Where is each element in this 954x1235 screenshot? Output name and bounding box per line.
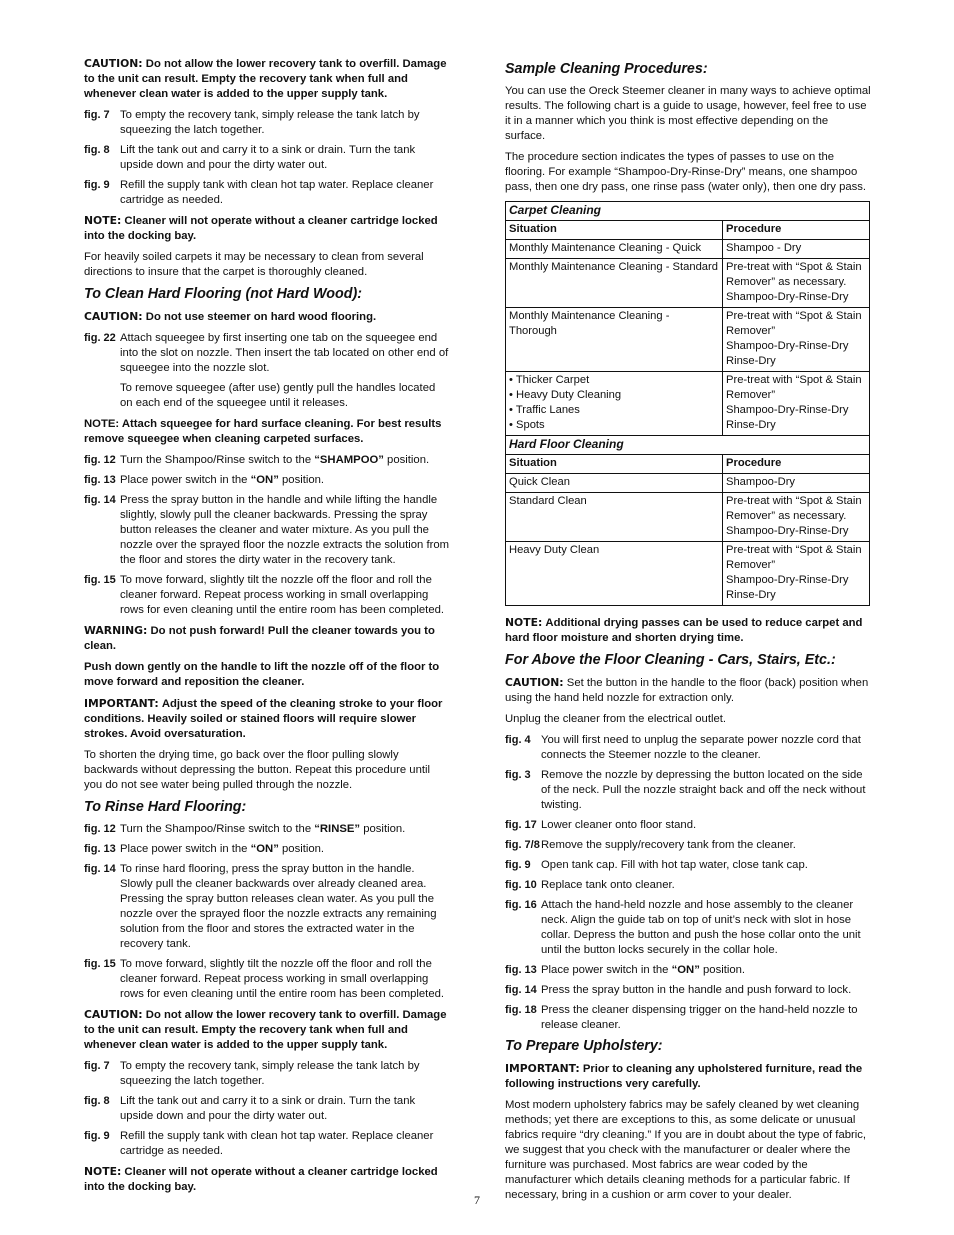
cell-line: Shampoo-Dry-Rinse-Dry: [726, 574, 849, 586]
step-emphasis: “SHAMPOO”: [314, 454, 384, 466]
step-body: Attach squeegee by first inserting one tab on the squeegee end into the slot on nozzle. Then insert the tab located on other end of squeegee into the nozzle slot.: [120, 332, 449, 374]
table-section-row: [506, 202, 870, 221]
step-text: [541, 1003, 871, 1033]
paragraph: [505, 84, 871, 144]
table-header-cell: Procedure: [723, 221, 870, 240]
callout-paragraph: [84, 213, 450, 244]
figure-ref: fig. 8: [84, 1095, 110, 1107]
table-header-cell: Situation: [506, 221, 723, 240]
table-cell: [506, 240, 723, 259]
figure-ref: fig. 13: [84, 843, 116, 855]
step-text: [120, 1129, 450, 1159]
cell-line: Rinse-Dry: [726, 355, 776, 367]
table-section-row: [506, 436, 870, 455]
callout-paragraph: [84, 1164, 450, 1195]
step-body: Lift the tank out and carry it to a sink or drain. Turn the tank upside down and pour the dirty water out.: [120, 144, 416, 171]
body-text: Unplug the cleaner from the electrical outlet.: [505, 713, 727, 725]
table-cell: [506, 474, 723, 493]
figure-step: [84, 822, 450, 837]
step-text: [120, 842, 450, 857]
step-text: [120, 1059, 450, 1089]
cell-line: • Traffic Lanes: [509, 404, 580, 416]
callout-paragraph: [84, 623, 450, 654]
figure-step: [505, 858, 871, 873]
step-body: Refill the supply tank with clean hot tap water. Replace cleaner cartridge as needed.: [120, 179, 434, 206]
callout-label: CAUTION:: [505, 676, 564, 689]
figure-ref: fig. 17: [505, 819, 537, 831]
figure-step: [84, 862, 450, 952]
body-text: The procedure section indicates the types of passes to use on the flooring. For example “Shampoo-Dry-Rinse-Dry” means, one shampoo pass, then one dry pass, one rinse pass (water only), then one dry pass.: [505, 151, 867, 193]
cell-line: Pre-treat with “Spot & Stain Remover”: [726, 310, 862, 337]
bold-text: Do not push forward! Pull the cleaner towards you to clean.: [84, 625, 435, 652]
callout-label: CAUTION:: [84, 57, 143, 70]
table-cell: [723, 372, 870, 436]
body-text: To remove squeegee (after use) gently pull the handles located on each end of the squeegee until it releases.: [120, 382, 436, 409]
step-body: Remove the nozzle by depressing the button located on the side of the neck. Pull the nozzle straight back and off the neck without twisting.: [541, 769, 866, 811]
bold-text: Push down gently on the handle to lift the nozzle off of the floor to move forward and reposition the cleaner.: [84, 661, 440, 688]
cell-line: Shampoo-Dry: [726, 476, 796, 488]
section-heading: For Above the Floor Cleaning - Cars, Stairs, Etc.:: [505, 652, 836, 668]
figure-step: [505, 838, 871, 853]
figure-step: [505, 963, 871, 978]
step-text: [541, 838, 871, 853]
step-text: [120, 862, 450, 952]
step-text: [541, 768, 871, 813]
body-text: You can use the Oreck Steemer cleaner in many ways to achieve optimal results. The following chart is a guide to usage, however, feel free to use it in a manner which you think is most effective depending on the surface.: [505, 85, 871, 142]
step-body: Place power switch in the: [541, 964, 672, 976]
step-body: To move forward, slightly tilt the nozzle off the floor and roll the cleaner forward. Repeat process working in small overlapping rows for even cleaning until the entire room has been completed.: [120, 958, 445, 1000]
figure-step: [84, 331, 450, 376]
section-heading: To Rinse Hard Flooring:: [84, 799, 247, 815]
figure-ref: fig. 22: [84, 332, 116, 344]
body-text: Set the button in the handle to the floor (back) position when using the hand held nozzle for extraction only.: [505, 677, 869, 704]
section-heading: To Clean Hard Flooring (not Hard Wood):: [84, 286, 362, 302]
callout-label: CAUTION:: [84, 310, 143, 323]
step-body: To rinse hard flooring, press the spray button in the handle. Slowly pull the cleaner backwards over already cleaned area. Pressing the spray button releases clean water. As you pull the nozzle over the sprayed floor the nozzle extracts any remaining solution from the floor and stores the extracted water in the recovery tank.: [120, 863, 437, 950]
section-heading: Sample Cleaning Procedures:: [505, 61, 708, 77]
step-text: [120, 573, 450, 618]
callout-label: NOTE:: [84, 214, 122, 227]
cell-line: Shampoo-Dry-Rinse-Dry: [726, 525, 849, 537]
paragraph: [505, 150, 871, 195]
callout-paragraph: [84, 56, 450, 102]
callout-paragraph: [505, 675, 871, 706]
cell-line: Monthly Maintenance Cleaning - Quick: [509, 242, 702, 254]
callout-label: WARNING:: [84, 624, 148, 637]
figure-ref: fig. 14: [84, 494, 116, 506]
cell-line: Monthly Maintenance Cleaning - Standard: [509, 261, 718, 273]
figure-ref: fig. 7/8: [505, 839, 540, 851]
table-cell: [723, 308, 870, 372]
step-emphasis: “ON”: [250, 843, 279, 855]
bold-text: Do not use steemer on hard wood flooring.: [145, 311, 377, 323]
figure-step: [505, 818, 871, 833]
step-body: To move forward, slightly tilt the nozzle off the floor and roll the cleaner forward. Repeat process working in small overlapping rows for even cleaning until the entire room has been completed.: [120, 574, 445, 616]
step-body: Remove the supply/recovery tank from the cleaner.: [541, 839, 796, 851]
paragraph: [120, 381, 450, 411]
step-body: Open tank cap. Fill with hot tap water, close tank cap.: [541, 859, 808, 871]
figure-ref: fig. 14: [84, 863, 116, 875]
table-row: [506, 542, 870, 606]
bold-text: Cleaner will not operate without a cleaner cartridge locked into the docking bay.: [84, 215, 438, 242]
step-tail: position.: [278, 843, 325, 855]
step-text: [541, 898, 871, 958]
cell-line: Pre-treat with “Spot & Stain Remover” as necessary.: [726, 495, 862, 522]
figure-step: [505, 983, 871, 998]
figure-step: [505, 768, 871, 813]
figure-ref: fig. 9: [505, 859, 531, 871]
step-body: Lower cleaner onto floor stand.: [541, 819, 697, 831]
step-text: [120, 178, 450, 208]
figure-ref: fig. 8: [84, 144, 110, 156]
step-body: Press the spray button in the handle and while lifting the handle slightly, slowly pull the cleaner backwards. Pressing the spray button releases the cleaner and water mixture. As you pull the nozzle over the sprayed floor the nozzle extracts the solution from the floor and stores the dirty water in the recovery tank.: [120, 494, 450, 566]
bold-text: Cleaner will not operate without a cleaner cartridge locked into the docking bay.: [84, 1166, 438, 1193]
cell-line: Pre-treat with “Spot & Stain Remover”: [726, 374, 862, 401]
figure-ref: fig. 12: [84, 823, 116, 835]
body-text: For heavily soiled carpets it may be necessary to clean from several directions to insure that the carpet is thoroughly cleaned.: [84, 251, 424, 278]
right-intro: [505, 61, 871, 195]
table-cell: [506, 542, 723, 606]
figure-ref: fig. 15: [84, 574, 116, 586]
cell-line: • Thicker Carpet: [509, 374, 590, 386]
procedure-table: [505, 201, 870, 606]
figure-step: [84, 573, 450, 618]
table-cell: [723, 259, 870, 308]
body-text: To shorten the drying time, go back over the floor pulling slowly backwards without depressing the button. Repeat this procedure until you do not see water being pulled through the nozzle.: [84, 749, 431, 791]
table-cell: [723, 493, 870, 542]
step-body: Attach the hand-held nozzle and hose assembly to the cleaner neck. Align the guide tab on top of unit’s neck with slot in hose collar. Depress the button and push the hose collar onto the unit until the button locks securely in the collar hole.: [541, 899, 861, 956]
step-tail: position.: [699, 964, 746, 976]
table-row: [506, 240, 870, 259]
step-emphasis: “RINSE”: [314, 823, 361, 835]
cell-line: Rinse-Dry: [726, 419, 776, 431]
cell-line: Rinse-Dry: [726, 589, 776, 601]
cell-line: Heavy Duty Clean: [509, 544, 600, 556]
table-row: [506, 493, 870, 542]
step-text: [120, 473, 450, 488]
callout-paragraph: [505, 615, 871, 646]
callout-paragraph: [505, 1061, 871, 1092]
figure-ref: fig. 13: [84, 474, 116, 486]
figure-ref: fig. 16: [505, 899, 537, 911]
figure-step: [84, 493, 450, 568]
paragraph: [505, 712, 871, 727]
table-cell: [723, 474, 870, 493]
step-body: Press the spray button in the handle and push forward to lock.: [541, 984, 852, 996]
step-text: [120, 331, 450, 376]
table-header-cell: Situation: [506, 455, 723, 474]
cell-line: • Heavy Duty Cleaning: [509, 389, 622, 401]
table-cell: [506, 308, 723, 372]
cell-line: Shampoo - Dry: [726, 242, 802, 254]
figure-step: [84, 108, 450, 138]
figure-ref: fig. 10: [505, 879, 537, 891]
bold-text: Prior to cleaning any upholstered furniture, read the following instructions very carefully.: [505, 1063, 863, 1090]
callout-label: IMPORTANT:: [84, 697, 159, 710]
figure-step: [84, 143, 450, 173]
page-number: 7: [474, 1193, 480, 1207]
paragraph: [84, 748, 450, 793]
table-section-title: Carpet Cleaning: [506, 202, 870, 221]
cell-line: Standard Clean: [509, 495, 587, 507]
figure-ref: fig. 18: [505, 1004, 537, 1016]
left-column: [84, 56, 450, 1201]
table-row: [506, 259, 870, 308]
step-body: Place power switch in the: [120, 474, 251, 486]
figure-step: [84, 178, 450, 208]
figure-ref: fig. 14: [505, 984, 537, 996]
step-body: Replace tank onto cleaner.: [541, 879, 675, 891]
step-tail: position.: [383, 454, 430, 466]
figure-step: [84, 1059, 450, 1089]
step-tail: position.: [360, 823, 406, 835]
step-text: [541, 818, 871, 833]
step-text: [541, 983, 871, 998]
figure-step: [505, 878, 871, 893]
table-cell: [506, 372, 723, 436]
cell-line: Pre-treat with “Spot & Stain Remover” as necessary.: [726, 261, 862, 288]
paragraph: [84, 660, 450, 690]
table-cell: [723, 542, 870, 606]
table-row: [506, 308, 870, 372]
step-text: [120, 453, 450, 468]
callout-label: IMPORTANT:: [505, 1062, 580, 1075]
step-text: [541, 733, 871, 763]
paragraph: [84, 250, 450, 280]
bold-text: NOTE: Attach squeegee for hard surface cleaning. For best results remove squeegee when cleaning carpeted surfaces.: [84, 418, 442, 445]
callout-label: NOTE:: [505, 616, 543, 629]
figure-ref: fig. 15: [84, 958, 116, 970]
right-instructions: [505, 615, 871, 1203]
paragraph: [505, 1098, 871, 1203]
cell-line: • Spots: [509, 419, 545, 431]
callout-label: CAUTION:: [84, 1008, 143, 1021]
step-body: To empty the recovery tank, simply release the tank latch by squeezing the latch together.: [120, 1060, 420, 1087]
callout-paragraph: [84, 1007, 450, 1053]
bold-text: Adjust the speed of the cleaning stroke to your floor conditions. Heavily soiled or stained floors will require slower strokes. Avoid oversaturation.: [84, 698, 443, 740]
step-text: [541, 963, 871, 978]
bold-text: Do not allow the lower recovery tank to overfill. Damage to the unit can result. Empty the recovery tank when full and whenever clean water is added to the upper supply tank.: [84, 1009, 447, 1051]
body-text: Most modern upholstery fabrics may be safely cleaned by wet cleaning methods; yet there are exceptions to this, as some delicate or unusual fabrics require “dry cleaning.” If you are in doubt about the type of fabric, we suggest that you check with the manufacturer or dealer where the furniture was purchased. Most fabrics are wear coded by the manufacturer which details cleaning methods for a particular fabric. If necessary, bring in a cushion or arm cover to your dealer.: [505, 1099, 867, 1201]
step-body: Press the cleaner dispensing trigger on the hand-held nozzle to release cleaner.: [541, 1004, 858, 1031]
step-body: Refill the supply tank with clean hot tap water. Replace cleaner cartridge as needed.: [120, 1130, 434, 1157]
step-text: [120, 1094, 450, 1124]
bold-text: Additional drying passes can be used to reduce carpet and hard floor moisture and shorten drying time.: [505, 617, 863, 644]
figure-step: [84, 957, 450, 1002]
step-text: [541, 858, 871, 873]
table-cell: [506, 259, 723, 308]
step-body: You will first need to unplug the separate power nozzle cord that connects the Steemer nozzle to the cleaner.: [541, 734, 861, 761]
table-header-row: [506, 455, 870, 474]
step-text: [120, 143, 450, 173]
step-text: [541, 878, 871, 893]
step-text: [120, 493, 450, 568]
table-cell: [723, 240, 870, 259]
bold-text: Do not allow the lower recovery tank to overfill. Damage to the unit can result. Empty the recovery tank when full and whenever clean water is added to the upper supply tank.: [84, 58, 447, 100]
paragraph: [84, 417, 450, 447]
step-text: [120, 822, 450, 837]
table-section-title: Hard Floor Cleaning: [506, 436, 870, 455]
cell-line: Quick Clean: [509, 476, 570, 488]
cell-line: Shampoo-Dry-Rinse-Dry: [726, 340, 849, 352]
table-header-row: [506, 221, 870, 240]
callout-label: NOTE:: [84, 1165, 122, 1178]
figure-step: [505, 1003, 871, 1033]
table-row: [506, 372, 870, 436]
figure-ref: fig. 3: [505, 769, 531, 781]
figure-ref: fig. 9: [84, 179, 110, 191]
figure-ref: fig. 13: [505, 964, 537, 976]
table-cell: [506, 493, 723, 542]
cell-line: Shampoo-Dry-Rinse-Dry: [726, 291, 849, 303]
table-header-cell: Procedure: [723, 455, 870, 474]
figure-ref: fig. 4: [505, 734, 531, 746]
figure-step: [505, 733, 871, 763]
step-emphasis: “ON”: [671, 964, 700, 976]
step-body: To empty the recovery tank, simply release the tank latch by squeezing the latch together.: [120, 109, 420, 136]
step-text: [120, 957, 450, 1002]
figure-ref: fig. 7: [84, 1060, 110, 1072]
cell-line: Pre-treat with “Spot & Stain Remover”: [726, 544, 862, 571]
step-tail: position.: [278, 474, 325, 486]
section-heading: To Prepare Upholstery:: [505, 1038, 663, 1054]
step-text: [120, 108, 450, 138]
table-row: [506, 474, 870, 493]
figure-ref: fig. 7: [84, 109, 110, 121]
figure-step: [505, 898, 871, 958]
figure-step: [84, 842, 450, 857]
callout-paragraph: [84, 696, 450, 742]
step-emphasis: “ON”: [250, 474, 279, 486]
step-body: Turn the Shampoo/Rinse switch to the: [120, 823, 315, 835]
cell-line: Monthly Maintenance Cleaning - Thorough: [509, 310, 670, 337]
figure-step: [84, 1094, 450, 1124]
step-body: Lift the tank out and carry it to a sink or drain. Turn the tank upside down and pour the dirty water out.: [120, 1095, 416, 1122]
figure-step: [84, 453, 450, 468]
figure-step: [84, 1129, 450, 1159]
figure-ref: fig. 12: [84, 454, 116, 466]
figure-ref: fig. 9: [84, 1130, 110, 1142]
callout-paragraph: [84, 309, 450, 325]
step-body: Turn the Shampoo/Rinse switch to the: [120, 454, 315, 466]
step-body: Place power switch in the: [120, 843, 251, 855]
right-column: [505, 56, 871, 1209]
cell-line: Shampoo-Dry-Rinse-Dry: [726, 404, 849, 416]
figure-step: [84, 473, 450, 488]
